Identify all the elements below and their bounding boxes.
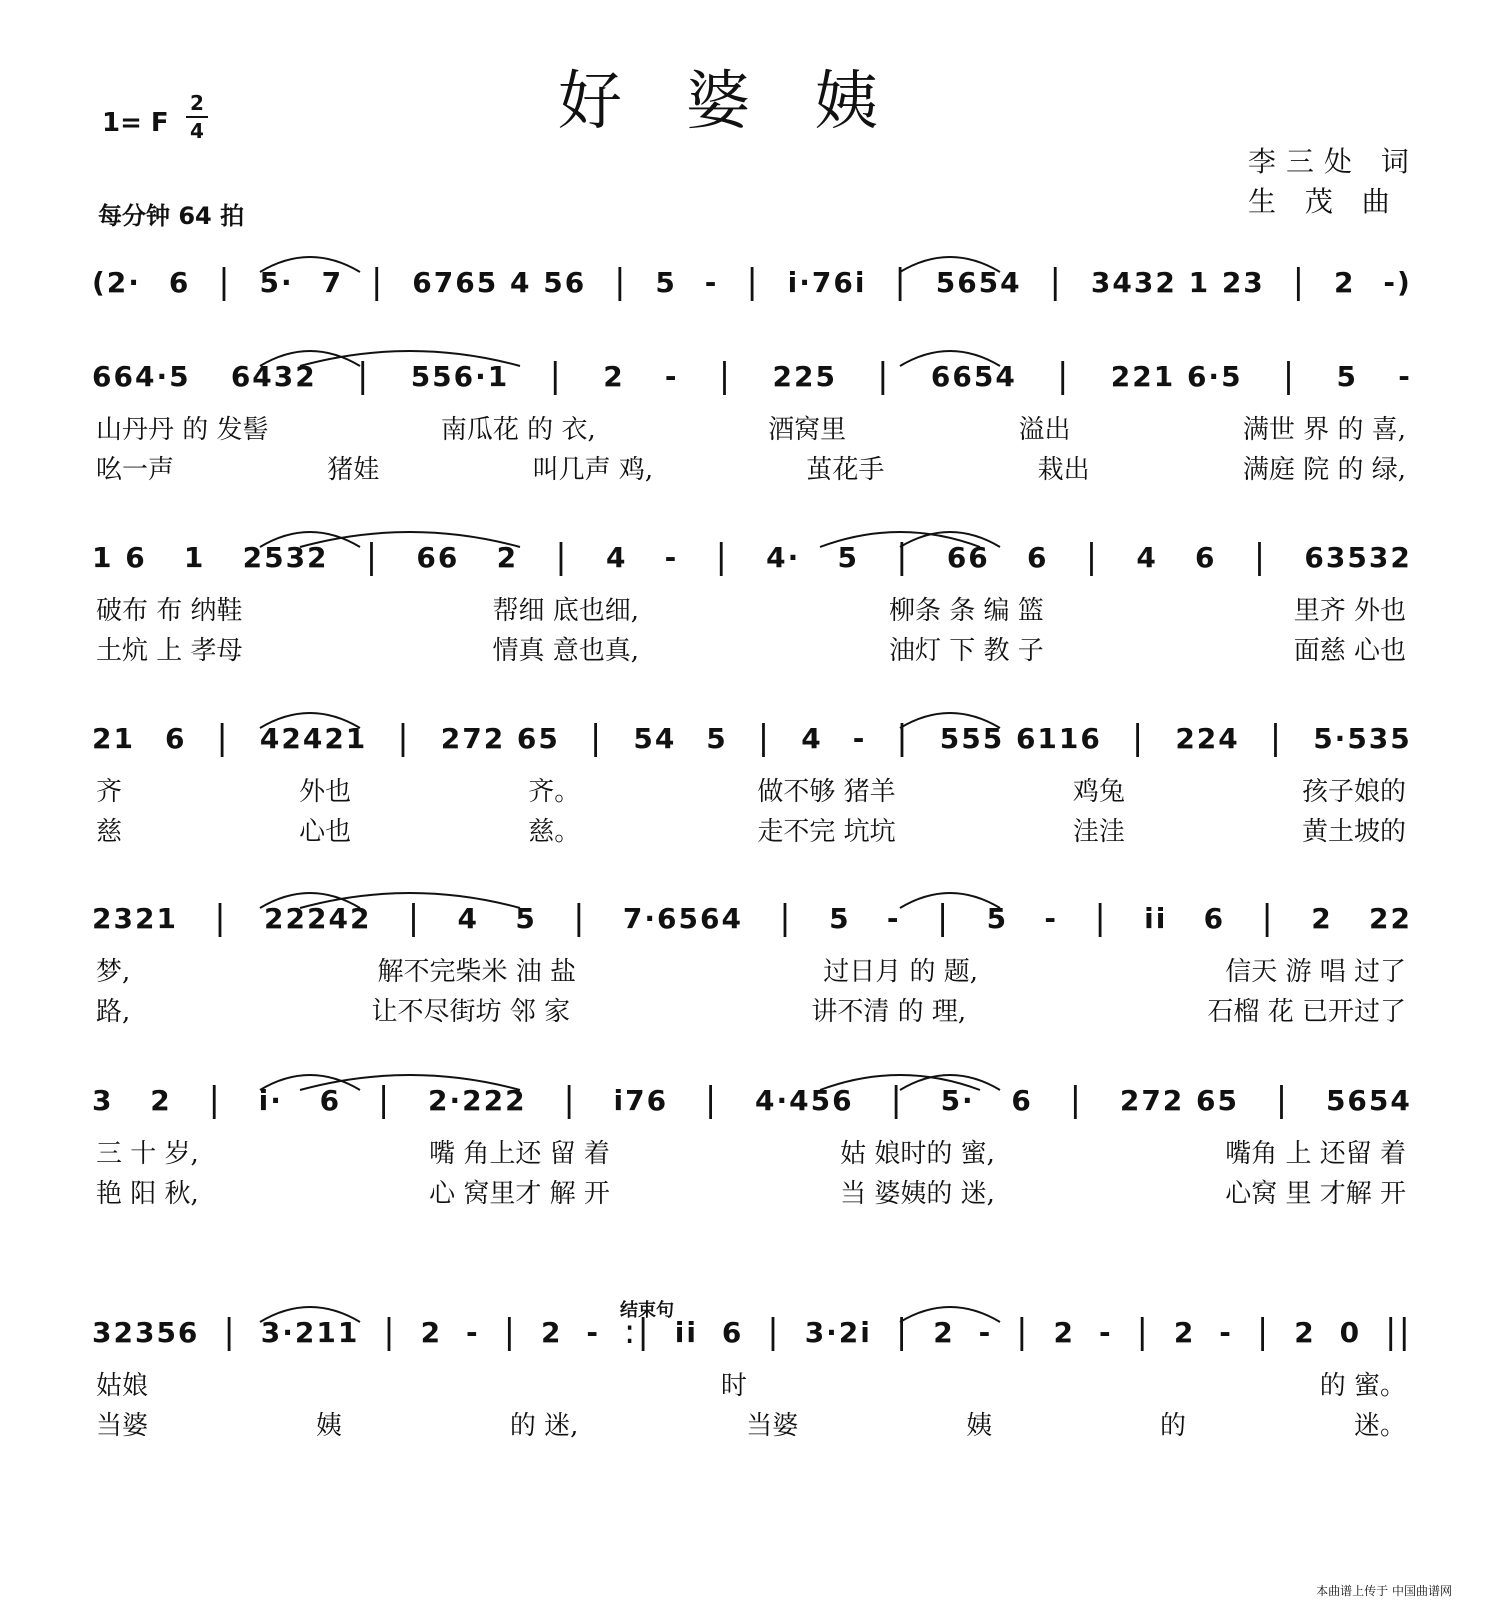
lyric-fragment: 里齐 外也 (1293, 595, 1406, 626)
barline: | (223, 1312, 237, 1352)
key-signature: 1= F (102, 108, 169, 138)
lyricist-credit: 李三处 词 (1248, 145, 1419, 178)
barline: | (746, 262, 760, 302)
lyric-fragment: 帮细 底也细, (492, 595, 640, 626)
lyric-fragment: 梦, (96, 956, 131, 987)
barline: | (1256, 1312, 1271, 1352)
note-group: i76 (613, 1083, 669, 1117)
lyric-fragment: 栽出 (1037, 454, 1090, 485)
note-group: 6 (1011, 1083, 1033, 1117)
lyric-fragment: 外也 (299, 776, 352, 807)
slur-arc (900, 893, 1000, 908)
note-group: 5654 (935, 265, 1022, 299)
barline: | (896, 718, 910, 758)
lyric-fragment: 讲不清 的 理, (811, 996, 967, 1027)
note-group: 21 (92, 721, 135, 755)
barline: | (757, 718, 772, 758)
barline: | (555, 537, 569, 577)
note-group: 4 (457, 901, 480, 935)
note-group: - (1219, 1315, 1233, 1349)
note-group: - (886, 901, 901, 935)
lyrics-verse-2 (96, 631, 1406, 665)
note-group: i· (258, 1083, 283, 1117)
note-group: 4· (766, 540, 801, 574)
note-group: - (664, 540, 679, 574)
note-group: 6 (1027, 540, 1049, 574)
lyric-fragment: 油灯 下 教 子 (888, 635, 1044, 666)
note-group: - (1098, 1315, 1113, 1349)
lyric-fragment: 三 十 岁, (96, 1138, 199, 1169)
page-title: 好婆姨 (558, 65, 942, 139)
lyric-fragment: 姑娘 (96, 1370, 149, 1401)
lyric-fragment: 满世 界 的 喜, (1242, 414, 1406, 445)
note-group: 2 (150, 1083, 172, 1117)
lyric-fragment: 孩子娘的 (1301, 776, 1406, 807)
slur-arc (900, 351, 1000, 366)
note-group: 22 (1369, 901, 1412, 935)
barline: | (894, 262, 908, 302)
barline: | (1094, 898, 1108, 938)
note-group: ii (674, 1315, 698, 1349)
note-group: 2·222 (428, 1083, 527, 1117)
slur-marks (0, 1288, 1500, 1328)
lyric-fragment: 心 窝里才 解 开 (429, 1178, 610, 1209)
barline: | (890, 1080, 904, 1120)
lyric-fragment: 信天 游 唱 过了 (1225, 956, 1406, 987)
barline: | (877, 356, 891, 396)
note-group: 4·456 (755, 1083, 854, 1117)
lyric-fragment: 的 迷, (509, 1410, 579, 1441)
tempo-marking: 每分钟 64 拍 (98, 202, 245, 230)
slur-arc (900, 1075, 1000, 1090)
note-group: 5 (986, 901, 1009, 935)
lyric-fragment: 溢出 (1018, 414, 1071, 445)
barline: | (1292, 262, 1307, 302)
lyric-fragment: 面慈 心也 (1293, 635, 1406, 666)
barline: | (208, 1080, 222, 1120)
note-group: 63532 (1304, 540, 1412, 574)
lyrics-verse-1 (96, 410, 1406, 444)
note-group: 224 (1175, 721, 1240, 755)
barline: | (767, 1312, 781, 1352)
note-group: 6432 (230, 359, 317, 393)
lyric-fragment: 当婆 (96, 1410, 149, 1441)
barline: | (573, 898, 587, 938)
note-group: - (1044, 901, 1059, 935)
slur-marks (0, 238, 1500, 278)
lyric-fragment: 齐。 (528, 776, 581, 807)
lyrics-verse-2 (96, 1174, 1406, 1208)
lyric-fragment: 心也 (299, 816, 352, 847)
note-group: - (466, 1315, 480, 1349)
lyric-fragment: 齐 (96, 776, 123, 807)
note-group: 221 6·5 (1110, 359, 1243, 393)
lyrics-verse-2 (96, 1406, 1406, 1440)
lyric-fragment: 茧花手 (806, 454, 885, 485)
note-group: 3·2i (804, 1315, 872, 1349)
note-group: 2321 (92, 901, 178, 935)
barline: | (549, 356, 563, 396)
lyrics-verse-1 (96, 772, 1406, 806)
note-group: - (978, 1315, 993, 1349)
lyric-fragment: 鸡兔 (1072, 776, 1125, 807)
note-group: 7 (321, 265, 344, 299)
barline: | (779, 898, 793, 938)
barline: | (936, 898, 951, 938)
slur-marks (0, 1056, 1500, 1096)
note-group: 6765 4 56 (412, 265, 587, 299)
slur-arc (260, 713, 360, 728)
lyric-fragment: 土炕 上 孝母 (96, 635, 243, 666)
lyric-fragment: 当 婆姨的 迷, (840, 1178, 995, 1209)
note-group: 6 (1203, 901, 1226, 935)
note-group: 4 (801, 721, 823, 755)
barline: | (1085, 537, 1100, 577)
note-group: 0 (1339, 1315, 1362, 1349)
lyric-fragment: 石榴 花 已开过了 (1207, 996, 1406, 1027)
note-group: 5 (515, 901, 537, 935)
note-group: 2 (1294, 1315, 1316, 1349)
fraction-bar (186, 116, 208, 118)
barline: | (216, 718, 230, 758)
lyric-fragment: 嘴角 上 还留 着 (1225, 1138, 1406, 1169)
barline: | (1269, 718, 1284, 758)
barline: | (370, 262, 385, 302)
note-group: 2 (540, 1315, 563, 1349)
note-group: 3432 1 23 (1090, 265, 1265, 299)
lyric-fragment: 姑 娘时的 蜜, (840, 1138, 995, 1169)
lyric-fragment: 吆一声 (96, 454, 175, 485)
note-group: - (852, 721, 867, 755)
barline: | (218, 262, 232, 302)
note-group: 2 (1334, 265, 1356, 299)
note-group: i·76i (787, 265, 867, 299)
note-group: 5 (655, 265, 677, 299)
barline: | (1136, 1312, 1150, 1352)
slur-marks (0, 874, 1500, 914)
note-group: ii (1144, 901, 1168, 935)
note-group: 22242 (264, 901, 372, 935)
note-group: 4 (605, 540, 628, 574)
note-group: 272 65 (1119, 1083, 1240, 1117)
barline: | (715, 537, 729, 577)
lyrics-verse-2 (96, 450, 1406, 484)
note-group: 32356 (92, 1315, 200, 1349)
lyric-fragment: 解不完柴米 油 盐 (377, 956, 576, 987)
lyric-fragment: 当婆 (746, 1410, 799, 1441)
lyric-fragment: 洼洼 (1072, 816, 1125, 847)
lyric-fragment: 破布 布 纳鞋 (96, 595, 243, 626)
barline: | (1253, 537, 1268, 577)
note-group: 2 (420, 1315, 443, 1349)
barline: | (397, 718, 411, 758)
note-group: 5 (837, 540, 859, 574)
barline: || (1385, 1312, 1412, 1352)
lyric-fragment: 路, (96, 996, 131, 1027)
note-group: - (586, 1315, 600, 1349)
slur-arc (900, 257, 1000, 272)
lyric-fragment: 酒窝里 (768, 414, 847, 445)
slur-arc (900, 532, 1000, 547)
note-group: 42421 (259, 721, 368, 755)
lyric-fragment: 叫几声 鸡, (532, 454, 654, 485)
barline: | (1069, 1080, 1084, 1120)
slur-arc (900, 713, 1000, 728)
lyric-fragment: 过日月 的 题, (823, 956, 978, 987)
barline: | (896, 537, 910, 577)
lyrics-verse-1 (96, 591, 1406, 625)
barline: | (1282, 356, 1297, 396)
note-group: 2 (1173, 1315, 1196, 1349)
note-group: 6 (164, 721, 187, 755)
slur-marks (0, 332, 1500, 372)
note-group: 5654 (1325, 1083, 1412, 1117)
note-group: 54 (633, 721, 677, 755)
note-group: 5· (259, 265, 294, 299)
note-group: 2532 (242, 540, 329, 574)
note-group: -) (1383, 265, 1412, 299)
note-group: 664·5 (92, 359, 191, 393)
note-group: 5 (829, 901, 851, 935)
note-group: 2 (933, 1315, 955, 1349)
note-group: 6654 (930, 359, 1017, 393)
barline: | (365, 537, 380, 577)
barline: | (1057, 356, 1071, 396)
lyrics-verse-2 (96, 992, 1406, 1026)
note-group: - (1398, 359, 1412, 393)
barline: | (1131, 718, 1146, 758)
time-denominator: 4 (190, 119, 204, 143)
note-group: 2 (603, 359, 625, 393)
ending-section-label: 结束句 (620, 1300, 674, 1321)
barline: | (718, 356, 733, 396)
lyric-fragment: 满庭 院 的 绿, (1242, 454, 1406, 485)
slur-arc (820, 532, 980, 547)
note-group: - (664, 359, 679, 393)
footer-credit: 本曲谱上传于 中国曲谱网 (1316, 1584, 1452, 1598)
lyric-fragment: 姨 (315, 1410, 342, 1441)
barline: | (383, 1312, 397, 1352)
note-group: 225 (772, 359, 837, 393)
note-group: 555 6116 (939, 721, 1102, 755)
lyric-fragment: 心窝 里 才解 开 (1225, 1178, 1406, 1209)
barline: | (704, 1080, 719, 1120)
note-group: - (704, 265, 719, 299)
note-group: 2 (1053, 1315, 1076, 1349)
lyric-fragment: 情真 意也真, (492, 635, 640, 666)
lyric-fragment: 的 (1160, 1410, 1187, 1441)
lyrics-verse-1 (96, 952, 1406, 986)
lyric-fragment: 迷。 (1353, 1410, 1406, 1441)
lyric-fragment: 柳条 条 编 篮 (888, 595, 1044, 626)
note-group: 3 (92, 1083, 114, 1117)
lyric-fragment: 让不尽街坊 邻 家 (371, 996, 571, 1027)
slur-arc (260, 257, 360, 272)
lyric-fragment: 南瓜花 的 衣, (440, 414, 596, 445)
note-group: 6 (1195, 540, 1217, 574)
lyrics-verse-2 (96, 812, 1406, 846)
note-group: 556·1 (410, 359, 510, 393)
lyric-fragment: 慈。 (528, 816, 581, 847)
barline: | (895, 1312, 910, 1352)
note-group: 5 (1336, 359, 1358, 393)
barline: | (1049, 262, 1064, 302)
note-group: 6 (168, 265, 191, 299)
slur-arc (260, 1307, 360, 1322)
barline: | (1016, 1312, 1030, 1352)
composer-credit: 生 茂 曲 (1248, 185, 1400, 218)
lyric-fragment: 黄土坡的 (1301, 816, 1406, 847)
note-group: 2 (496, 540, 519, 574)
barline: | (214, 898, 228, 938)
note-group: 2 (1311, 901, 1333, 935)
lyric-fragment: 嘴 角上还 留 着 (429, 1138, 610, 1169)
barline: | (503, 1312, 518, 1352)
note-group: 6 (319, 1083, 342, 1117)
note-group: 1 (183, 540, 206, 574)
note-group: 5 (706, 721, 728, 755)
lyric-fragment: 姨 (966, 1410, 993, 1441)
barline: :| (623, 1312, 651, 1352)
note-group: 272 65 (440, 721, 560, 755)
note-group: 4 (1136, 540, 1158, 574)
note-group: 6 (721, 1315, 744, 1349)
note-group: 7·6564 (622, 901, 743, 935)
note-group: 5·535 (1313, 721, 1412, 755)
lyric-fragment: 艳 阳 秋, (96, 1178, 199, 1209)
slur-marks (0, 694, 1500, 734)
lyric-fragment: 慈 (96, 816, 123, 847)
barline: | (1275, 1080, 1290, 1120)
note-group: 5· (940, 1083, 975, 1117)
lyric-fragment: 时 (720, 1370, 747, 1401)
barline: | (407, 898, 422, 938)
lyrics-verse-1 (96, 1366, 1406, 1400)
lyric-fragment: 做不够 猪羊 (757, 776, 896, 807)
barline: | (589, 718, 604, 758)
note-group: 1 6 (92, 540, 147, 574)
slur-arc (820, 1075, 980, 1090)
barline: | (563, 1080, 577, 1120)
time-signature (186, 92, 208, 142)
barline: | (377, 1080, 392, 1120)
note-group: 66 (946, 540, 990, 574)
lyric-fragment: 山丹丹 的 发髻 (96, 414, 269, 445)
barline: | (1261, 898, 1275, 938)
note-group: (2· (92, 265, 141, 299)
lyric-fragment: 的 蜜。 (1319, 1370, 1406, 1401)
note-group: 66 (416, 540, 460, 574)
lyrics-verse-1 (96, 1134, 1406, 1168)
slur-marks (0, 513, 1500, 553)
time-numerator: 2 (190, 91, 204, 115)
lyric-fragment: 走不完 坑坑 (757, 816, 896, 847)
lyric-fragment: 猪娃 (327, 454, 380, 485)
note-group: 3·211 (260, 1315, 360, 1349)
barline: | (614, 262, 628, 302)
barline: | (356, 356, 371, 396)
slur-arc (900, 1307, 1000, 1322)
